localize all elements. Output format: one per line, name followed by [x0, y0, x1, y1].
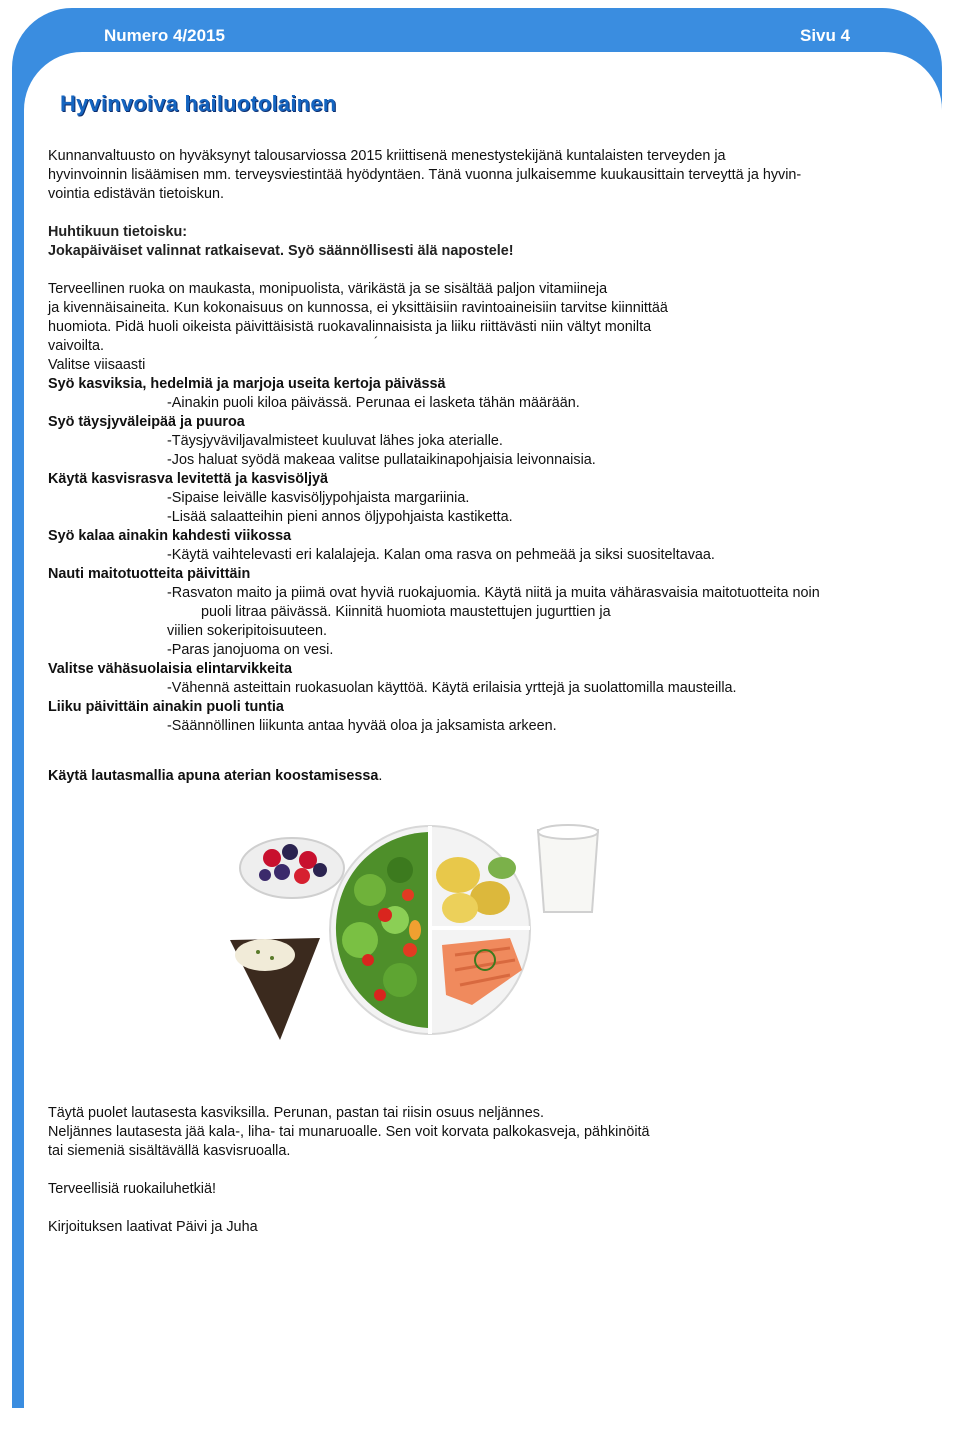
paragraph-line: ja kivennäisaineita. Kun kokonaisuus on kunnossa, ei yksittäisiin ravintoaineisiin tarvitse kiinnittää: [48, 300, 668, 316]
closing-line: Neljännes lautasesta jää kala-, liha- tai munaruoalle. Sen voit korvata palkokasveja, pähkinöitä: [48, 1124, 650, 1140]
salmon-icon: [442, 938, 522, 1005]
article-body: [48, 147, 928, 786]
guide-line: viilien sokeripitoisuuteen.: [167, 623, 327, 639]
guide-heading: Valitse vähäsuolaisia elintarvikkeita: [48, 661, 292, 677]
tip-subheading: Jokapäiväiset valinnat ratkaisevat. Syö säännöllisesti älä napostele!: [48, 243, 514, 259]
guide-line: -Paras janojuoma on vesi.: [167, 642, 334, 658]
guide-line: -Rasvaton maito ja piimä ovat hyviä ruokajuomia. Käytä niitä ja muita vähärasvaisia maitotuotteita noin: [167, 585, 820, 601]
guide-line: -Täysjyväviljavalmisteet kuuluvat lähes joka aterialle.: [167, 433, 503, 449]
page-number: Sivu 4: [800, 26, 851, 45]
plate-model-heading-text: Käytä lautasmallia apuna aterian koostamisessa: [48, 768, 379, 784]
paragraph-line: vaivoilta.: [48, 338, 104, 354]
issue-number: Numero 4/2015: [104, 26, 225, 45]
guide-heading: Liiku päivittäin ainakin puoli tuntia: [48, 699, 284, 715]
guide-line: -Lisää salaatteihin pieni annos öljypohjaista kastiketta.: [167, 509, 513, 525]
closing-line: Täytä puolet lautasesta kasviksilla. Perunan, pastan tai riisin osuus neljännes.: [48, 1105, 544, 1121]
guide-line: -Säännöllinen liikunta antaa hyvää oloa ja jaksamista arkeen.: [167, 718, 557, 734]
closing-section: [48, 1104, 928, 1237]
article-authors: Kirjoituksen laativat Päivi ja Juha: [48, 1219, 258, 1235]
guide-heading: Käytä kasvisrasva levitettä ja kasvisöljyä: [48, 471, 329, 487]
guide-line: -Käytä vaihtelevasti eri kalalajeja. Kalan oma rasva on pehmeää ja siksi suositeltavaa.: [167, 547, 715, 563]
guide-heading: Nauti maitotuotteita päivittäin: [48, 566, 251, 582]
guide-line: -Sipaise leivälle kasvisöljypohjaista margariinia.: [167, 490, 470, 506]
guide-heading: Syö täysjyväleipää ja puuroa: [48, 414, 245, 430]
choose-wisely: Valitse viisaasti: [48, 357, 146, 373]
plate-model-illustration: [210, 820, 640, 1060]
intro-line: hyvinvoinnin lisäämisen mm. terveysviestintää hyödyntäen. Tänä vuonna julkaisemme kuukausittain terveyttä ja hyvin-: [48, 167, 802, 183]
plate-model-heading-period: .: [378, 768, 383, 784]
guide-line: puoli litraa päivässä. Kiinnitä huomiota maustettujen jugurttien ja: [201, 604, 611, 620]
paragraph-line: huomiota. Pidä huoli oikeista päivittäisistä ruokavalinnaisista ja liiku riittävästi niin vältyt monilta: [48, 319, 652, 335]
guide-line: -Jos haluat syödä makeaa valitse pullataikinapohjaisia leivonnaisia.: [167, 452, 596, 468]
plate-model-icon: [210, 820, 640, 1060]
guide-heading: Syö kasviksia, hedelmiä ja marjoja useita kertoja päivässä: [48, 376, 446, 392]
intro-line: Kunnanvaltuusto on hyväksynyt talousarviossa 2015 kriittisenä menestystekijänä kuntalaisten terveyden ja: [48, 148, 726, 164]
guide-line: -Ainakin puoli kiloa päivässä. Perunaa ei lasketa tähän määrään.: [167, 395, 580, 411]
guide-line: -Vähennä asteittain ruokasuolan käyttöä. Käytä erilaisia yrttejä ja suolattomilla mausteilla.: [167, 680, 737, 696]
tip-heading: Huhtikuun tietoisku:: [48, 224, 188, 240]
berry-bowl-icon: [240, 838, 344, 898]
milk-glass-icon: [538, 825, 598, 912]
bread-slice-icon: [230, 938, 320, 1040]
salad-icon: [336, 832, 428, 1028]
plate-model-heading: [48, 767, 928, 786]
closing-line: tai siemeniä sisältävällä kasvisruoalla.: [48, 1143, 291, 1159]
guide-heading: Syö kalaa ainakin kahdesti viikossa: [48, 528, 292, 544]
page-title: Hyvinvoiva hailuotolainen: [60, 91, 337, 116]
closing-wish: Terveellisiä ruokailuhetkiä!: [48, 1181, 216, 1197]
paragraph-line: Terveellinen ruoka on maukasta, monipuolista, värikästä ja se sisältää paljon vitamiineja: [48, 281, 608, 297]
stray-accent-mark: ´: [374, 334, 379, 349]
intro-line: vointia edistävän tietoiskun.: [48, 186, 224, 202]
